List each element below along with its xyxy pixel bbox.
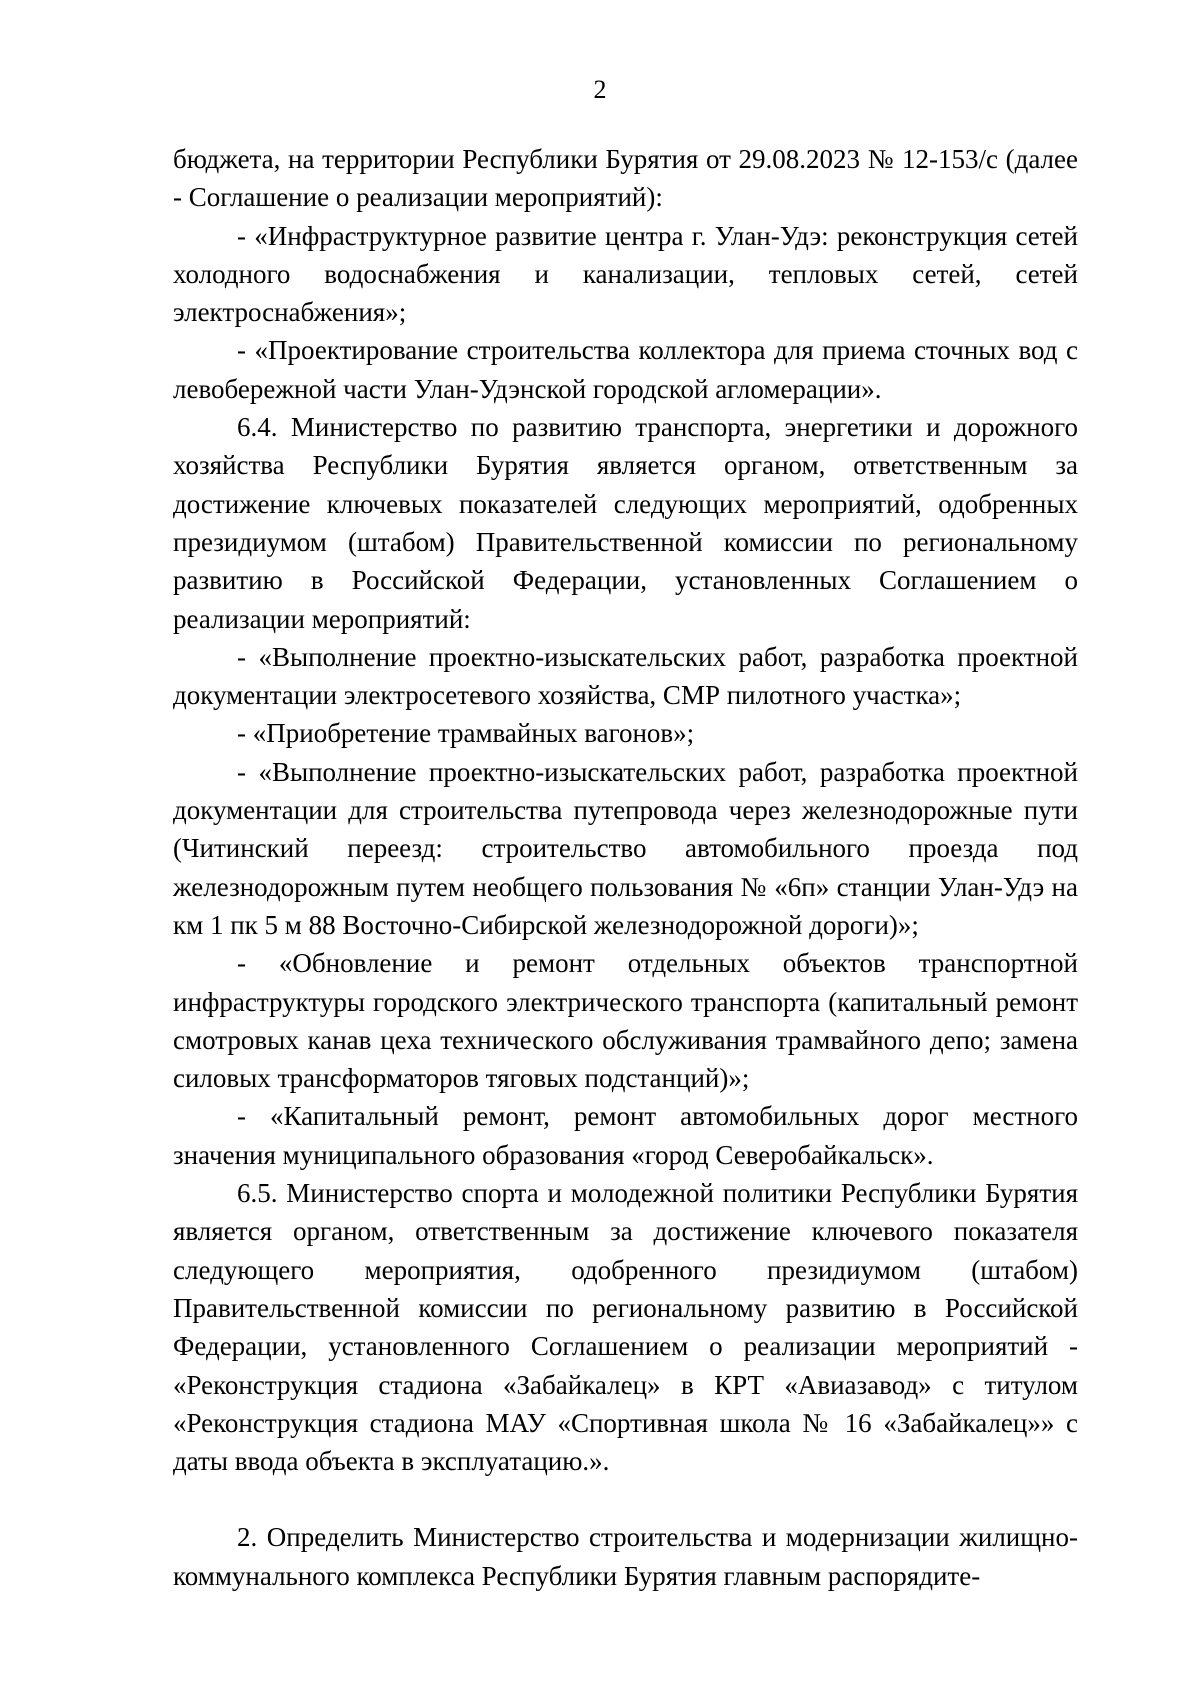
list-item: - «Инфраструктурное развитие центра г. Улан-Удэ: реконструкция сетей холодного водоснабжения и канализации, тепловых сетей, сетей электроснабжения»; [173, 220, 1078, 328]
paragraph: 2. Определить Министерство строительства и модернизации жилищно-коммунального комплекса Республики Бурятия главным распорядите- [173, 1522, 1078, 1591]
page-number: 2 [593, 75, 607, 104]
paragraph-spacer [173, 1480, 1078, 1518]
paragraph: 6.5. Министерство спорта и молодежной политики Республики Бурятия является органом, ответственным за достижение ключевого показателя следующего мероприятия, одобренного президиумом (штабом) Правительственной комиссии по региональному развитию в Российской Федерации, установленного Соглашением о реализации мероприятий - «Реконструкция стадиона «Забайкалец» в КРТ «Авиазавод» с титулом «Реконструкция стадиона МАУ «Спортивная школа № 16 «Забайкалец»» с даты ввода объекта в эксплуатацию.». [173, 1178, 1078, 1477]
paragraph: 6.4. Министерство по развитию транспорта, энергетики и дорожного хозяйства Республики Бурятия является органом, ответственным за достижение ключевых показателей следующих мероприятий, одобренных президиумом (штабом) Правительственной комиссии по региональному развитию в Российской Федерации, установленных Соглашением о реализации мероприятий: [173, 412, 1078, 634]
document-body [173, 140, 1078, 1595]
list-item: - «Выполнение проектно-изыскательских работ, разработка проектной документации электросетевого хозяйства, СМР пилотного участка»; [173, 641, 1078, 711]
list-item: - «Выполнение проектно-изыскательских работ, разработка проектной документации для строительства путепровода через железнодорожные пути (Читинский переезд: строительство автомобильного проезда под железнодорожным путем необщего пользования № «6п» станции Улан-Удэ на км 1 пк 5 м 88 Восточно-Сибирской железнодорожной дороги)»; [173, 756, 1078, 940]
paragraph: бюджета, на территории Республики Бурятия от 29.08.2023 № 12-153/с (далее - Соглашение о реализации мероприятий): [173, 144, 1078, 213]
list-item: - «Проектирование строительства коллектора для приема сточных вод с левобережной части Улан-Удэнской городской агломерации». [173, 335, 1078, 404]
list-item: - «Обновление и ремонт отдельных объектов транспортной инфраструктуры городского электрического транспорта (капитальный ремонт смотровых канав цеха технического обслуживания трамвайного депо; замена силовых трансформаторов тяговых подстанций)»; [173, 948, 1078, 1094]
list-item: - «Приобретение трамвайных вагонов»; [237, 718, 695, 749]
list-item: - «Капитальный ремонт, ремонт автомобильных дорог местного значения муниципального образования «город Северобайкальск». [173, 1101, 1078, 1170]
